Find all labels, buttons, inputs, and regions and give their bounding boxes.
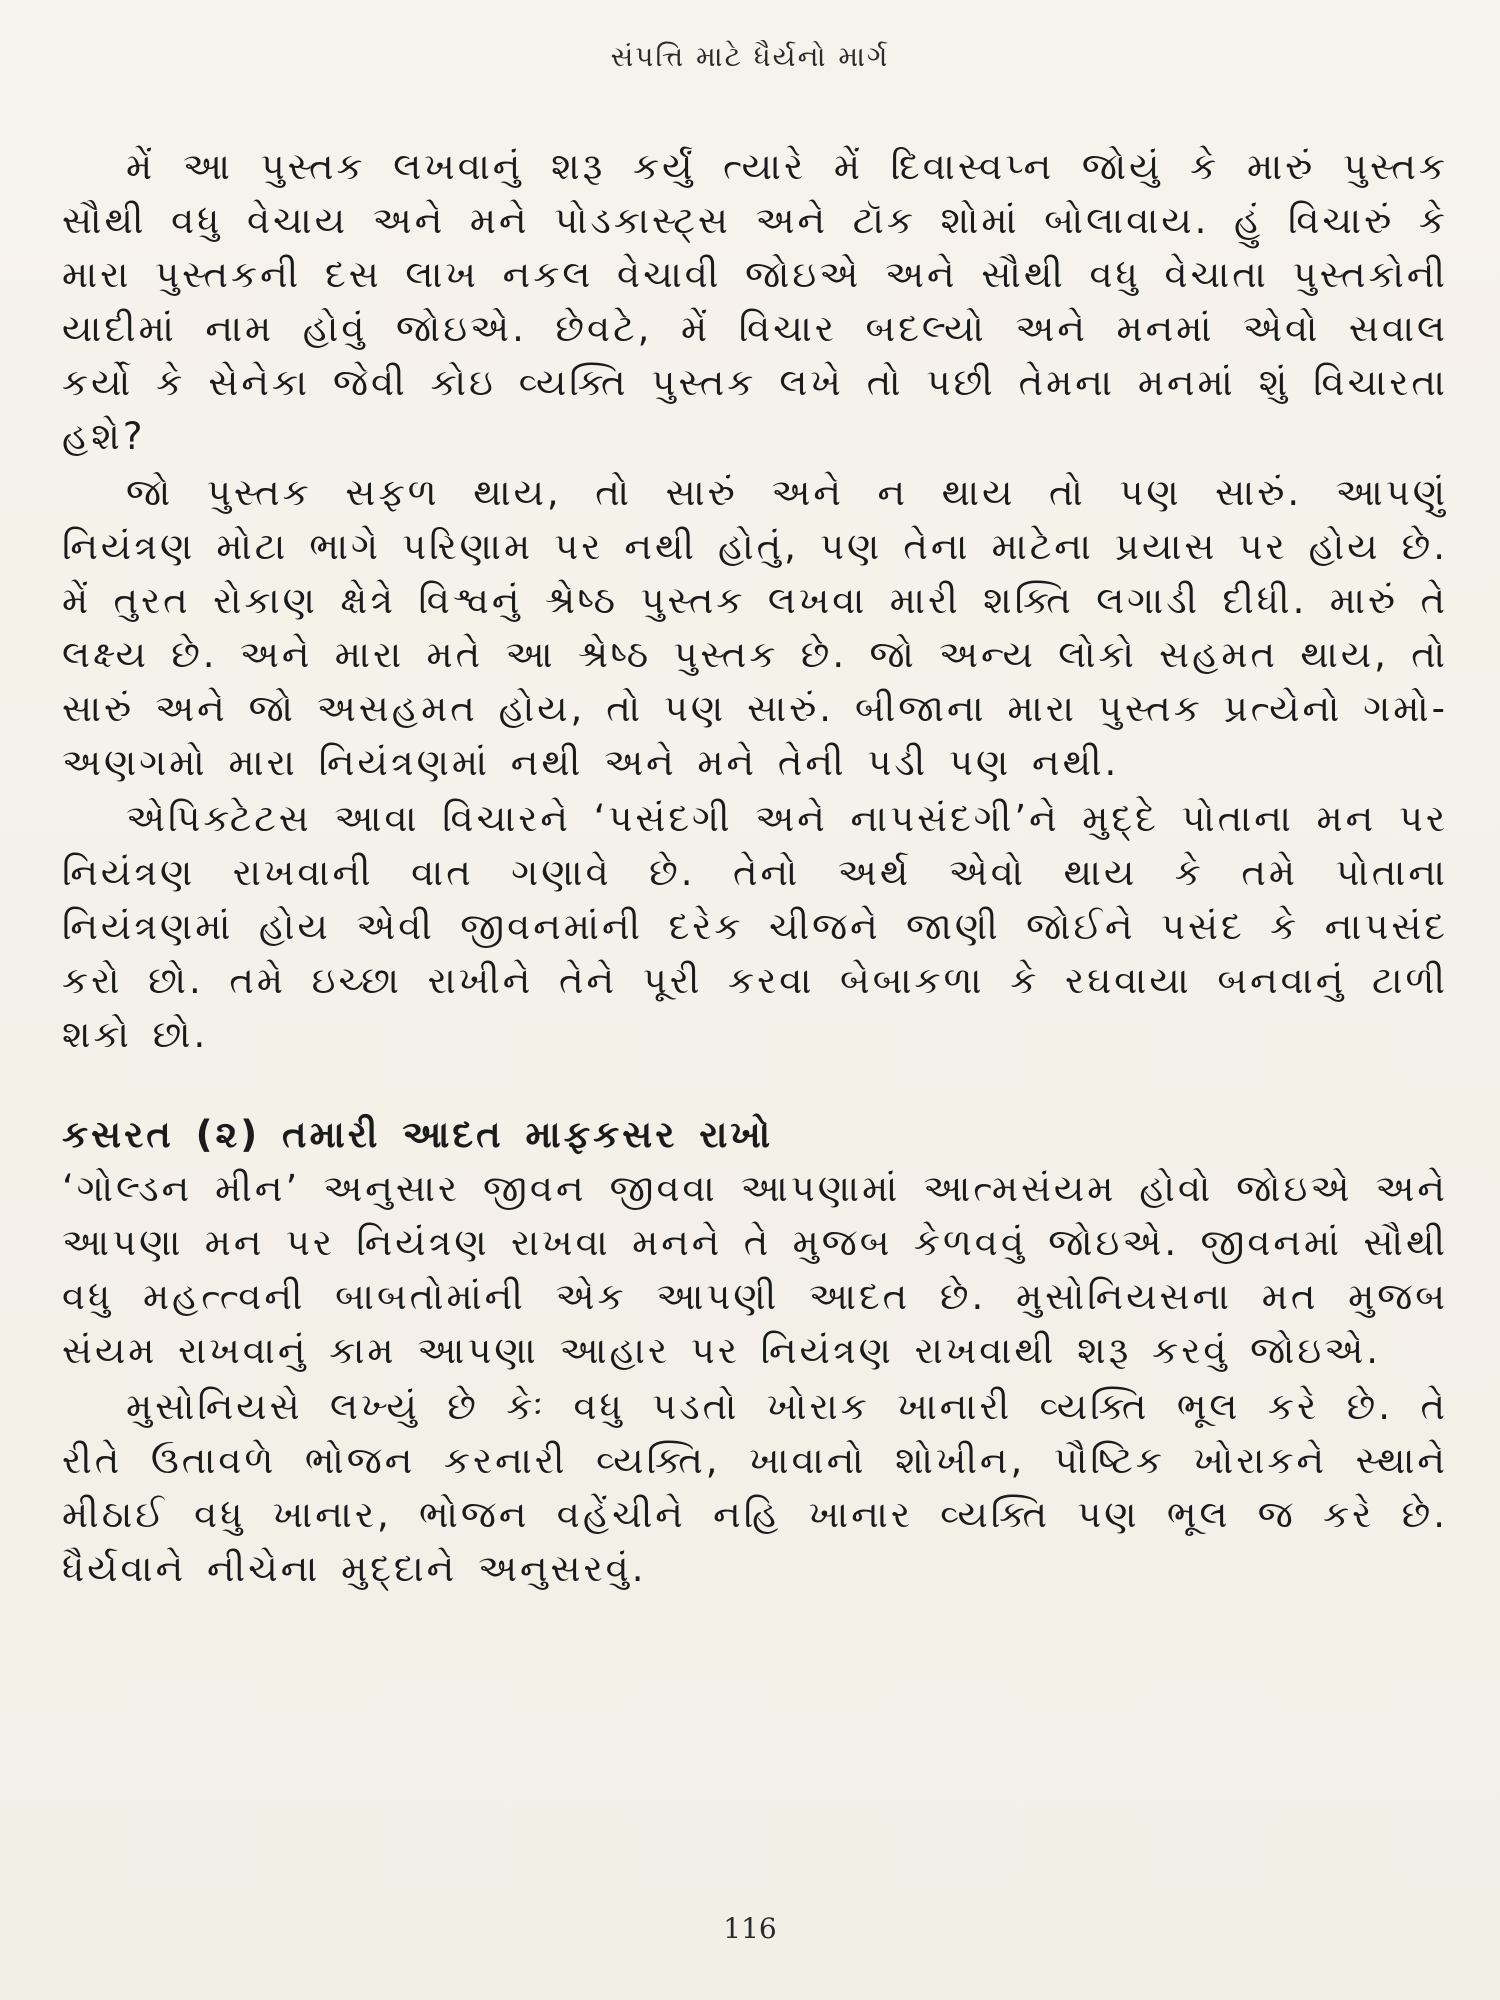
exercise-paragraph-1: ‘ગોલ્ડન મીન’ અનુસાર જીવન જીવવા આપણામાં આત્મસંયમ હોવો જોઇએ અને આપણા મન પર નિયંત્રણ રાખવા મનને તે મુજબ કેળવવું જોઇએ. જીવનમાં સૌથી વધુ મહત્ત્વની બાબતોમાંની એક આપણી આદત છે. મુસોનિયસના મત મુજબ સંયમ રાખવાનું કામ આપણા આહાર પર નિયંત્રણ રાખવાથી શરૂ કરવું જોઇએ.	[62, 1167, 1448, 1372]
exercise-heading: કસરત (૨) તમારી આદત માફકસર રાખો	[62, 1113, 774, 1156]
paragraph-2: જો પુસ્તક સફળ થાય, તો સારું અને ન થાય તો પણ સારું. આપણું નિયંત્રણ મોટા ભાગે પરિણામ પર નથી હોતું, પણ તેના માટેના પ્રયાસ પર હોય છે. મેં તુરત રોકાણ ક્ષેત્રે વિશ્વનું શ્રેષ્ઠ પુસ્તક લખવા મારી શક્તિ લગાડી દીધી. મારું તે લક્ષ્ય છે. અને મારા મતે આ શ્રેષ્ઠ પુસ્તક છે. જો અન્ય લોકો સહમત થાય, તો સારું અને જો અસહમત હોય, તો પણ સારું. બીજાના મારા પુસ્તક પ્રત્યેનો ગમો-અણગમો મારા નિયંત્રણમાં નથી અને મને તેની પડી પણ નથી.	[62, 471, 1448, 784]
paragraph-3: એપિક્ટેટસ આવા વિચારને ‘પસંદગી અને નાપસંદગી’ને મુદ્દે પોતાના મન પર નિયંત્રણ રાખવાની વાત ગણાવે છે. તેનો અર્થ એવો થાય કે તમે પોતાના નિયંત્રણમાં હોય એવી જીવનમાંની દરેક ચીજને જાણી જોઈને પસંદ કે નાપસંદ કરો છો. તમે ઇચ્છા રાખીને તેને પૂરી કરવા બેબાકળા કે રઘવાયા બનવાનું ટાળી શકો છો.	[62, 797, 1448, 1056]
running-head: સંપત્તિ માટે ધૈર્યનો માર્ગ	[610, 40, 890, 73]
body-text	[62, 140, 1448, 1596]
exercise-paragraph-2: મુસોનિયસે લખ્યું છે કેઃ વધુ પડતો ખોરાક ખાનારી વ્યક્તિ ભૂલ કરે છે. તે રીતે ઉતાવળે ભોજન કરનારી વ્યક્તિ, ખાવાનો શોખીન, પૌષ્ટિક ખોરાકને સ્થાને મીઠાઈ વધુ ખાનાર, ભોજન વહેંચીને નહિ ખાનાર વ્યક્તિ પણ ભૂલ જ કરે છે. ધૈર્યવાને નીચેના મુદ્દાને અનુસરવું.	[62, 1385, 1448, 1590]
page-number: 116	[723, 1912, 777, 1945]
paragraph-1: મેં આ પુસ્તક લખવાનું શરૂ કર્યું ત્યારે મેં દિવાસ્વપ્ન જોયું કે મારું પુસ્તક સૌથી વધુ વેચાય અને મને પોડકાસ્ટ્સ અને ટૉક શોમાં બોલાવાય. હું વિચારું કે મારા પુસ્તકની દસ લાખ નકલ વેચાવી જોઇએ અને સૌથી વધુ વેચાતા પુસ્તકોની યાદીમાં નામ હોવું જોઇએ. છેવટે, મેં વિચાર બદલ્યો અને મનમાં એવો સવાલ કર્યો કે સેનેકા જેવી કોઇ વ્યક્તિ પુસ્તક લખે તો પછી તેમના મનમાં શું વિચારતા હશે?	[62, 145, 1448, 458]
